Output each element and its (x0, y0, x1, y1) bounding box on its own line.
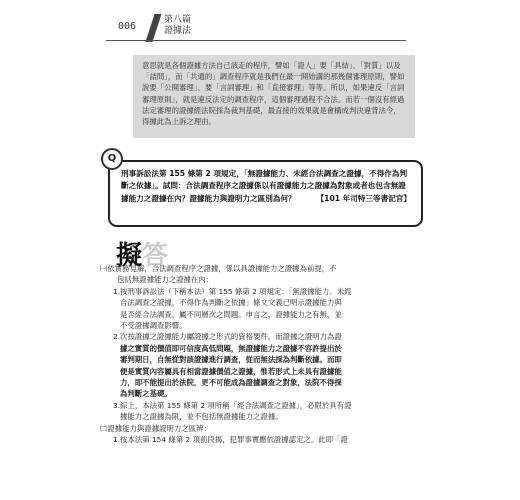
list-item-cont: 力，即不能提出於法院，更不可能成為證據調查之對象，法院不得採 (120, 378, 342, 388)
question-text (110, 162, 421, 205)
section-heading-cont: 包括無證據能力之證據在內： (117, 275, 214, 285)
list-item-cont: 審判期日，自無從對該證據進行調查，從而無法採為判斷依據。而即 (120, 355, 342, 365)
list-item: 2.次按證據之證據能力屬證據之形式的資格要件，而證據之證明力為證 (113, 332, 342, 342)
slash-divider-icon (145, 14, 161, 42)
section-heading: ㈡證據能力與證據證明力之區辨： (100, 423, 211, 433)
answer-heading-main: 擬 (116, 241, 143, 271)
chapter-number: 第八篇 (164, 15, 192, 25)
list-item-cont: 合法調查之證據，不得作為判斷之依據」條文文義已明示證據能力與 (120, 298, 342, 308)
section-heading: ㈠依實務見解，合法調查程序之證據，係以具證據能力之證據為前提，不 (100, 264, 337, 273)
list-item-cont: 為判斷之基礎。 (120, 389, 172, 399)
list-item-cont: 是否經合法調查，屬不同層次之問題。申言之，證據能力之有無，並 (120, 309, 342, 319)
question-body: 刑事訴訟法第 155 條第 2 項規定，「無證據能力、未經合法調查之證據，不得作為判斷之依據」。試問：合法調查程序之證據係以有證據能力之證據為對象或者也包含無證據能力之證據在內？證據能力與證明力之區別為何？ (121, 169, 408, 203)
page-header (0, 0, 520, 50)
chapter-title: 證據法 (164, 26, 192, 36)
explanation-text: 意思就是各個證據方法自己該走的程序，譬如「證人」要「具結」、「對質」以及「詰問」，而「共通的」調查程序就是我們在最一開始講的那幾個審理原則，譬如說要「公開審理」、要「言詞審理」和「直接審理」等等。所以，如果違反「言詞審理原則」，就是違反法定的調查程序，這個審理過程不合法。而若一個沒有經過法定審理的證據經法院採為裁判基礎，最直接的效果就是會構成判決違背法令，得據此為上訴之理由。 (142, 61, 405, 127)
list-item: 1.按本法第 154 條第 2 項前段揭，犯罪事實應依證據認定之。此即「證 (113, 435, 348, 445)
explanation-box (133, 55, 415, 138)
list-item: 1.按刑事訴訟法（下稱本法）第 155 條第 2 項規定：「無證據能力、未經 (113, 286, 352, 296)
chapter-label (164, 15, 191, 37)
list-item-cont: 據能力之證據為限，並不包括無證據能力之證據。 (120, 412, 283, 422)
list-item: 3.綜上，本法第 155 條第 2 項所稱「經合法調查之證據」，必限於具有證 (113, 400, 352, 410)
answer-heading-faded: 答 (142, 241, 169, 271)
list-item-cont: 便是實質內容屬具有相當證據價值之證據，惟若形式上未具有證據能 (120, 366, 342, 376)
answer-content (100, 263, 422, 446)
question-source: 【101 年司特三等書記官】 (316, 193, 411, 203)
header-rule (106, 40, 406, 41)
list-item-cont: 不受證據調查影響。 (120, 321, 187, 331)
page-number: 006 (118, 21, 137, 32)
list-item-cont: 據之實質的價值即可信度高低問題，無證據能力之證據不容許提出於 (120, 343, 342, 353)
question-q-icon: Q (101, 148, 123, 170)
question-box (108, 160, 423, 227)
